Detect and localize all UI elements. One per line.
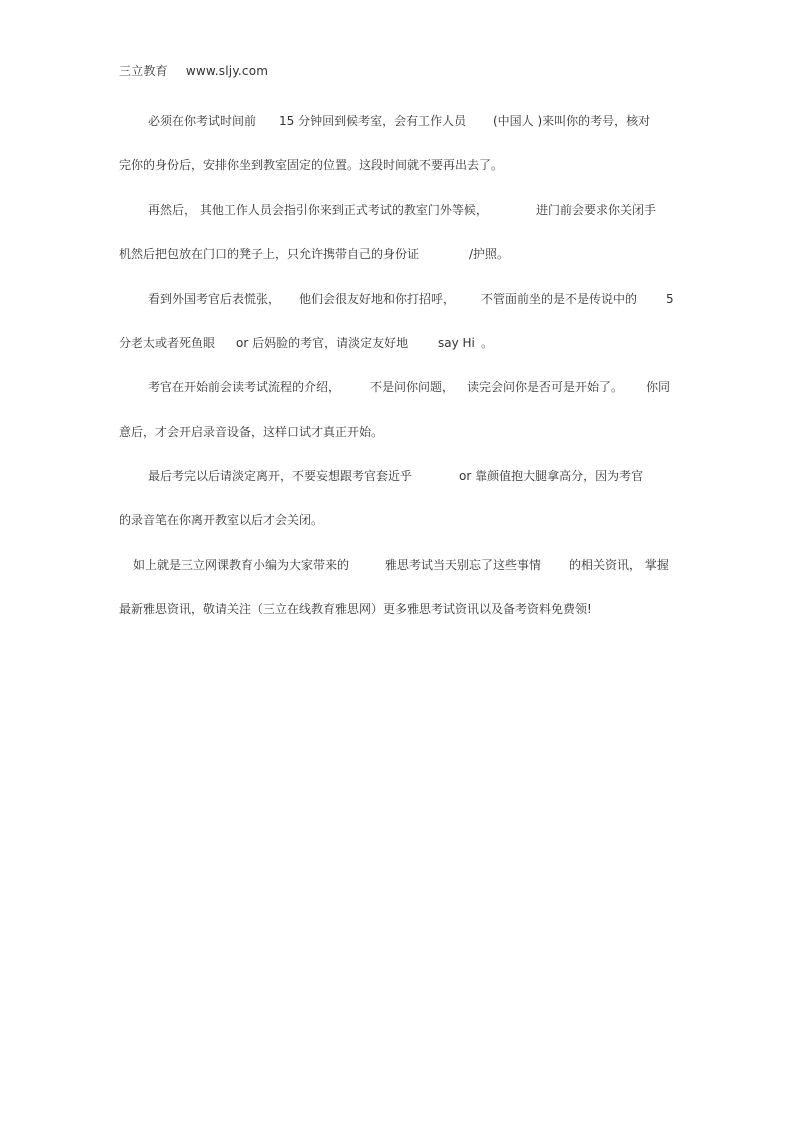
text-segment: or 靠颜值抱大腿拿高分，因为考官 xyxy=(459,469,644,483)
text-segment: say Hi xyxy=(438,336,475,350)
paragraph-2-line-1 xyxy=(0,200,794,220)
text-segment: 5 xyxy=(666,292,674,306)
text-segment: 完你的身份后，安排你坐到教室固定的位置。这段时间就不要再出去了。 xyxy=(119,158,504,172)
text-segment: 看到外国考官后表慌张， xyxy=(148,292,281,306)
text-segment: 进门前会要求你关闭手 xyxy=(536,203,657,217)
text-segment: 最后考完以后请淡定离开，不要妄想跟考官套近乎 xyxy=(148,469,413,483)
paragraph-3-line-1 xyxy=(0,289,794,309)
paragraph-1-line-2 xyxy=(0,155,794,175)
text-segment: (中国人 )来叫你的考号，核对 xyxy=(493,114,651,128)
text-segment: 。 xyxy=(481,336,494,350)
paragraph-6-line-1 xyxy=(0,555,794,575)
text-segment: 意后，才会开启录音设备，这样口试才真正开始。 xyxy=(119,425,384,439)
text-segment: 不是问你问题， xyxy=(370,380,455,394)
site-url: www.sljy.com xyxy=(185,64,269,78)
text-segment: /护照。 xyxy=(469,247,510,261)
text-segment: 的录音笔在你离开教室以后才会关闭。 xyxy=(119,513,324,527)
text-segment: 雅思考试当天别忘了这些事情 xyxy=(385,558,542,572)
paragraph-4-line-2 xyxy=(0,422,794,442)
text-segment: 考官在开始前会读考试流程的介绍， xyxy=(148,380,341,394)
text-segment: 再然后， 其他工作人员会指引你来到正式考试的教室门外等候， xyxy=(148,203,488,217)
text-segment: 读完会问你是否可是开始了。 xyxy=(467,380,624,394)
text-segment: 的相关资讯， 掌握 xyxy=(569,558,669,572)
site-name: 三立教育 xyxy=(119,64,168,78)
text-segment: 最新雅思资讯，敬请关注（三立在线教育雅思网）更多雅思考试资讯以及备考资料免费领! xyxy=(119,602,592,616)
paragraph-5-line-2 xyxy=(0,510,794,530)
text-segment: or 后妈脸的考官，请淡定友好地 xyxy=(236,336,409,350)
paragraph-3-line-2 xyxy=(0,333,794,353)
paragraph-4-line-1 xyxy=(0,377,794,397)
paragraph-1-line-1 xyxy=(0,111,794,131)
text-segment: 必须在你考试时间前 xyxy=(148,114,257,128)
text-segment: 分老太或者死鱼眼 xyxy=(119,336,216,350)
text-segment: 他们会很友好地和你打招呼， xyxy=(299,292,456,306)
text-segment: 机然后把包放在门口的凳子上，只允许携带自己的身份证 xyxy=(119,247,420,261)
text-segment: 15 分钟回到候考室，会有工作人员 xyxy=(279,114,467,128)
text-segment: 你同 xyxy=(646,380,671,394)
text-segment: 如上就是三立网课教育小编为大家带来的 xyxy=(133,558,350,572)
paragraph-6-line-2 xyxy=(0,599,794,619)
text-segment: 不管面前坐的是不是传说中的 xyxy=(481,292,638,306)
paragraph-2-line-2 xyxy=(0,244,794,264)
page-header xyxy=(119,62,268,80)
paragraph-5-line-1 xyxy=(0,466,794,486)
